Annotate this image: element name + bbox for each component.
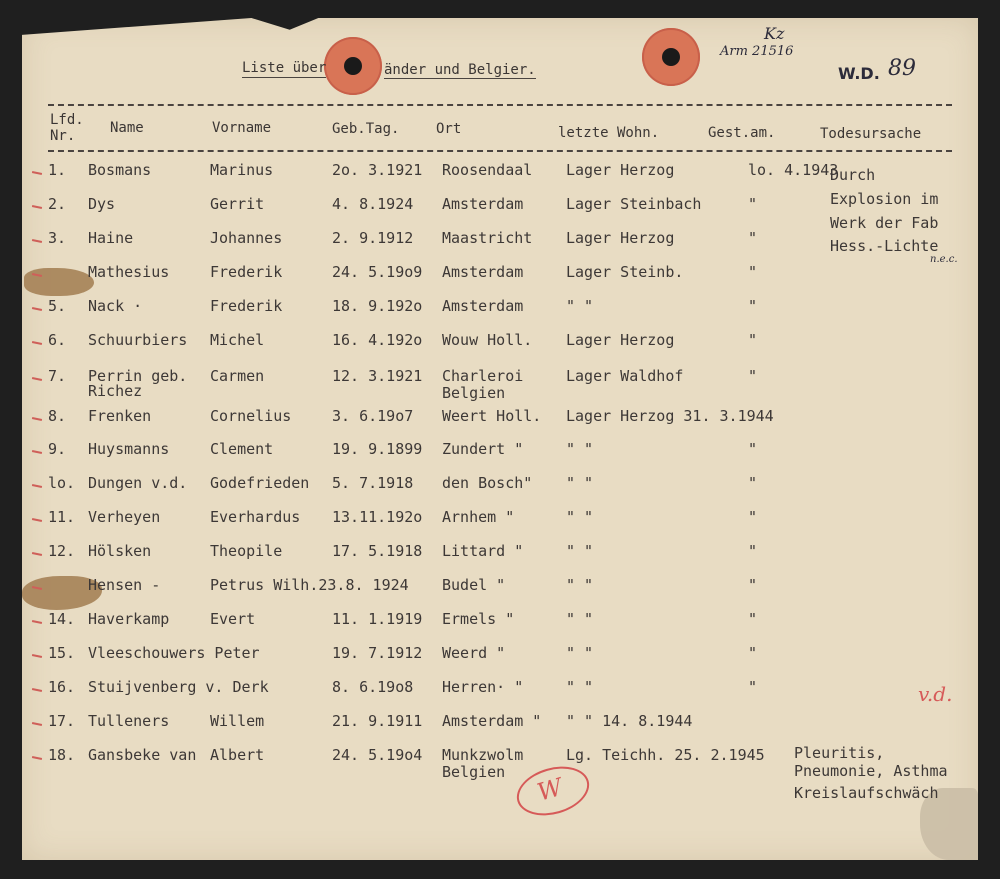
row-gest: " bbox=[748, 644, 758, 662]
punch-hole-right bbox=[642, 28, 700, 86]
row-name: Huysmanns bbox=[88, 440, 170, 458]
row-ort: Roosendaal bbox=[442, 161, 533, 179]
row-gest: " bbox=[748, 508, 758, 526]
row-ort: Amsterdam bbox=[442, 297, 524, 315]
row-wohn: Lager Herzog bbox=[566, 331, 675, 349]
row-wohn: " " bbox=[566, 678, 594, 696]
header-bottom-rule bbox=[48, 150, 952, 152]
row-name: Dungen v.d. bbox=[88, 474, 188, 492]
row-gest: " bbox=[748, 440, 758, 458]
row-geb: 2. 9.1912 bbox=[332, 229, 414, 247]
row-geb: 21. 9.1911 bbox=[332, 712, 423, 730]
row-vorname: Frederik bbox=[210, 297, 283, 315]
paper-stain bbox=[24, 268, 94, 296]
cause-line: Pneumonie, Asthma bbox=[794, 762, 948, 780]
row-vorname: Michel bbox=[210, 331, 265, 349]
handwritten-wd: W.D. bbox=[838, 64, 880, 83]
row-vorname: Clement bbox=[210, 440, 274, 458]
row-vorname: Marinus bbox=[210, 161, 274, 179]
row-name: Perrin geb. bbox=[88, 367, 188, 385]
header-geb: Geb.Tag. bbox=[332, 121, 400, 137]
row-name: Vleeschouwers Peter bbox=[88, 644, 260, 662]
row-ort: Maastricht bbox=[442, 229, 533, 247]
handwritten-arm-number: Arm 21516 bbox=[720, 44, 794, 59]
row-ort: Littard " bbox=[442, 542, 524, 560]
row-ort: Weerd " bbox=[442, 644, 506, 662]
row-wohn: Lager Steinb. bbox=[566, 263, 684, 281]
row-name: Bosmans bbox=[88, 161, 152, 179]
row-name: Stuijvenberg v. Derk bbox=[88, 678, 269, 696]
row-nr: 16. bbox=[48, 678, 76, 696]
header-ort: Ort bbox=[436, 121, 462, 137]
row-geb: 19. 7.1912 bbox=[332, 644, 423, 662]
row-vorname: Carmen bbox=[210, 367, 265, 385]
row-geb: 24. 5.19o9 bbox=[332, 263, 423, 281]
header-vorname: Vorname bbox=[212, 120, 272, 136]
row-nr: 12. bbox=[48, 542, 76, 560]
row-wohn: " " bbox=[566, 508, 594, 526]
row-gest: " bbox=[748, 576, 758, 594]
row-geb: 5. 7.1918 bbox=[332, 474, 414, 492]
row-nr: 5. bbox=[48, 297, 67, 315]
row-wohn: " " bbox=[566, 610, 594, 628]
row-vorname: Willem bbox=[210, 712, 265, 730]
cause-line: Kreislaufschwäch bbox=[794, 784, 939, 802]
row-nr: 11. bbox=[48, 508, 76, 526]
row-nr: 15. bbox=[48, 644, 76, 662]
red-side-mark: v.d. bbox=[918, 682, 953, 706]
header-wohn: letzte Wohn. bbox=[558, 125, 660, 141]
header-gest: Gest.am. bbox=[708, 125, 776, 141]
row-name: Hensen - bbox=[88, 576, 161, 594]
red-circled-letter: W bbox=[534, 772, 566, 807]
row-geb: 12. 3.1921 bbox=[332, 367, 423, 385]
row-gest: lo. 4.1943 bbox=[748, 161, 839, 179]
row-ort: Charleroi bbox=[442, 367, 524, 385]
row-ort: Wouw Holl. bbox=[442, 331, 533, 349]
row-vorname: Albert bbox=[210, 746, 265, 764]
row-geb: 24. 5.19o4 bbox=[332, 746, 423, 764]
row-ort: den Bosch" bbox=[442, 474, 533, 492]
row-nr: 18. bbox=[48, 746, 76, 764]
row-name-continued: Richez bbox=[88, 382, 143, 400]
row-gest: " bbox=[748, 474, 758, 492]
punch-hole-left bbox=[324, 37, 382, 95]
row-ort: Ermels " bbox=[442, 610, 515, 628]
row-wohn: Lg. Teichh. 25. 2.1945 bbox=[566, 746, 765, 764]
row-wohn: Lager Herzog bbox=[566, 229, 675, 247]
header-lfd: Lfd. bbox=[50, 112, 84, 128]
row-ort-continued: Belgien bbox=[442, 384, 506, 402]
row-gest: " bbox=[748, 542, 758, 560]
row-name: Mathesius bbox=[88, 263, 170, 281]
row-gest: " bbox=[748, 367, 758, 385]
row-geb: 13.11.192o bbox=[332, 508, 423, 526]
handwritten-wd-number: 89 bbox=[888, 56, 916, 81]
row-wohn: Lager Herzog bbox=[566, 161, 675, 179]
row-ort: Amsterdam bbox=[442, 195, 524, 213]
row-vorname: Petrus Wilh.23.8. 1924 bbox=[210, 576, 409, 594]
row-wohn: Lager Waldhof bbox=[566, 367, 684, 385]
row-ort: Zundert " bbox=[442, 440, 524, 458]
row-ort: Amsterdam " bbox=[442, 712, 542, 730]
row-wohn: " " 14. 8.1944 bbox=[566, 712, 693, 730]
row-name: Hölsken bbox=[88, 542, 152, 560]
row-geb: 16. 4.192o bbox=[332, 331, 423, 349]
row-wohn: " " bbox=[566, 440, 594, 458]
row-ort: Amsterdam bbox=[442, 263, 524, 281]
document-title-tail: änder und Belgier. bbox=[384, 62, 536, 78]
row-vorname: Everhardus bbox=[210, 508, 301, 526]
row-name: Haverkamp bbox=[88, 610, 170, 628]
row-nr: 9. bbox=[48, 440, 67, 458]
document-title: Liste über bbox=[242, 60, 327, 76]
handwritten-kz: Kz bbox=[764, 24, 785, 43]
row-ort: Arnhem " bbox=[442, 508, 515, 526]
row-wohn: " " bbox=[566, 576, 594, 594]
row-vorname: Evert bbox=[210, 610, 256, 628]
row-wohn: " " bbox=[566, 474, 594, 492]
row-name: Verheyen bbox=[88, 508, 161, 526]
row-vorname: Frederik bbox=[210, 263, 283, 281]
row-vorname: Cornelius bbox=[210, 407, 292, 425]
row-gest: " bbox=[748, 195, 758, 213]
row-wohn: " " bbox=[566, 542, 594, 560]
cause-line: Durch bbox=[830, 166, 876, 184]
row-nr: 17. bbox=[48, 712, 76, 730]
row-ort: Herren· " bbox=[442, 678, 524, 696]
row-gest: " bbox=[748, 229, 758, 247]
row-geb: 8. 6.19o8 bbox=[332, 678, 414, 696]
row-wohn: " " bbox=[566, 297, 594, 315]
header-nr: Nr. bbox=[50, 128, 76, 144]
row-nr: 7. bbox=[48, 367, 67, 385]
row-nr: 8. bbox=[48, 407, 67, 425]
row-wohn: Lager Herzog 31. 3.1944 bbox=[566, 407, 774, 425]
row-geb: 2o. 3.1921 bbox=[332, 161, 423, 179]
handwritten-initials: n.e.c. bbox=[930, 254, 958, 265]
row-geb: 19. 9.1899 bbox=[332, 440, 423, 458]
row-nr: 6. bbox=[48, 331, 67, 349]
header-name: Name bbox=[110, 120, 144, 136]
row-nr: 3. bbox=[48, 229, 67, 247]
header-top-rule bbox=[48, 104, 952, 106]
row-ort: Munkzwolm bbox=[442, 746, 524, 764]
document-paper bbox=[22, 18, 978, 860]
cause-line: Pleuritis, bbox=[794, 744, 885, 762]
row-name: Gansbeke van bbox=[88, 746, 197, 764]
row-name: Nack · bbox=[88, 297, 143, 315]
row-wohn: " " bbox=[566, 644, 594, 662]
row-name: Schuurbiers bbox=[88, 331, 188, 349]
row-gest: " bbox=[748, 263, 758, 281]
header-ursache: Todesursache bbox=[820, 126, 922, 142]
row-geb: 3. 6.19o7 bbox=[332, 407, 414, 425]
cause-line: Werk der Fab bbox=[830, 214, 939, 232]
row-gest: " bbox=[748, 331, 758, 349]
row-name: Frenken bbox=[88, 407, 152, 425]
row-ort: Weert Holl. bbox=[442, 407, 542, 425]
row-vorname: Gerrit bbox=[210, 195, 265, 213]
row-geb: 11. 1.1919 bbox=[332, 610, 423, 628]
row-geb: 18. 9.192o bbox=[332, 297, 423, 315]
cause-line: Explosion im bbox=[830, 190, 939, 208]
row-nr: 2. bbox=[48, 195, 67, 213]
row-geb: 17. 5.1918 bbox=[332, 542, 423, 560]
row-vorname: Johannes bbox=[210, 229, 283, 247]
row-name: Haine bbox=[88, 229, 134, 247]
row-vorname: Theopile bbox=[210, 542, 283, 560]
row-name: Tulleners bbox=[88, 712, 170, 730]
row-gest: " bbox=[748, 297, 758, 315]
row-nr: lo. bbox=[48, 474, 76, 492]
row-vorname: Godefrieden bbox=[210, 474, 310, 492]
row-nr: 14. bbox=[48, 610, 76, 628]
row-gest: " bbox=[748, 678, 758, 696]
row-name: Dys bbox=[88, 195, 116, 213]
row-wohn: Lager Steinbach bbox=[566, 195, 702, 213]
row-ort-continued: Belgien bbox=[442, 763, 506, 781]
row-nr: 1. bbox=[48, 161, 67, 179]
cause-line: Hess.-Lichte bbox=[830, 237, 939, 255]
row-gest: " bbox=[748, 610, 758, 628]
row-ort: Budel " bbox=[442, 576, 506, 594]
row-geb: 4. 8.1924 bbox=[332, 195, 414, 213]
